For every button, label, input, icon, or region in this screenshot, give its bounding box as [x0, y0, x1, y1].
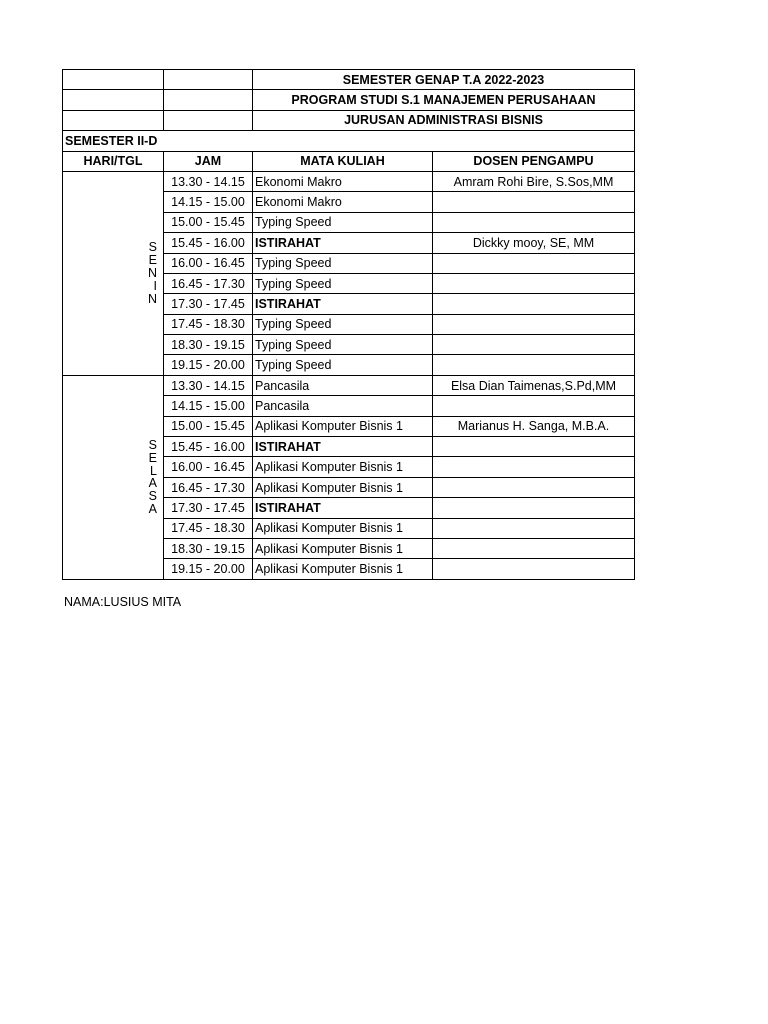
col-header-hari: HARI/TGL — [63, 151, 164, 171]
time-cell: 19.15 - 20.00 — [164, 559, 253, 579]
lecturer-cell — [433, 355, 635, 375]
course-cell: Aplikasi Komputer Bisnis 1 — [253, 457, 433, 477]
course-cell: Aplikasi Komputer Bisnis 1 — [253, 518, 433, 538]
lecturer-cell — [433, 498, 635, 518]
header-row-2 — [63, 90, 635, 110]
course-cell: Aplikasi Komputer Bisnis 1 — [253, 416, 433, 436]
lecturer-cell — [433, 457, 635, 477]
day-letter: N — [147, 291, 157, 306]
time-cell: 17.45 - 18.30 — [164, 518, 253, 538]
lecturer-cell: Marianus H. Sanga, M.B.A. — [433, 416, 635, 436]
day-letter: S — [148, 437, 157, 452]
lecturer-cell — [433, 314, 635, 334]
student-name: NAMA:LUSIUS MITA — [64, 595, 182, 609]
blank-cell — [63, 70, 164, 90]
header-row-1 — [63, 70, 635, 90]
time-cell: 14.15 - 15.00 — [164, 396, 253, 416]
column-header-row — [63, 151, 635, 171]
course-cell: Typing Speed — [253, 253, 433, 273]
blank-cell — [164, 110, 253, 130]
day-letter: S — [148, 489, 157, 504]
course-cell: Typing Speed — [253, 314, 433, 334]
semester-label-row — [63, 131, 635, 151]
col-header-mata-kuliah: MATA KULIAH — [253, 151, 433, 171]
time-cell: 15.00 - 15.45 — [164, 416, 253, 436]
semester-label: SEMESTER II-D — [63, 131, 635, 151]
day-cell — [63, 375, 164, 579]
schedule-row — [63, 375, 635, 395]
lecturer-cell — [433, 559, 635, 579]
course-cell: Typing Speed — [253, 212, 433, 232]
header-row-3 — [63, 110, 635, 130]
lecturer-cell — [433, 335, 635, 355]
lecturer-cell — [433, 538, 635, 558]
course-cell: Typing Speed — [253, 335, 433, 355]
col-header-dosen: DOSEN PENGAMPU — [433, 151, 635, 171]
lecturer-cell — [433, 273, 635, 293]
course-cell: Typing Speed — [253, 355, 433, 375]
lecturer-cell: Elsa Dian Taimenas,S.Pd,MM — [433, 375, 635, 395]
lecturer-cell — [433, 294, 635, 314]
day-letter: E — [148, 253, 157, 268]
day-letter: A — [148, 476, 157, 491]
blank-cell — [164, 70, 253, 90]
time-cell: 17.30 - 17.45 — [164, 294, 253, 314]
col-header-jam: JAM — [164, 151, 253, 171]
day-letter: I — [153, 278, 157, 293]
blank-cell — [164, 90, 253, 110]
schedule-row — [63, 171, 635, 191]
course-cell: ISTIRAHAT — [253, 294, 433, 314]
time-cell: 17.45 - 18.30 — [164, 314, 253, 334]
lecturer-cell — [433, 192, 635, 212]
lecturer-cell: Dickky mooy, SE, MM — [433, 233, 635, 253]
semester-title: SEMESTER GENAP T.A 2022-2023 — [253, 70, 635, 90]
lecturer-cell: Amram Rohi Bire, S.Sos,MM — [433, 171, 635, 191]
lecturer-cell — [433, 396, 635, 416]
time-cell: 18.30 - 19.15 — [164, 538, 253, 558]
time-cell: 16.00 - 16.45 — [164, 253, 253, 273]
day-letter: A — [148, 501, 157, 516]
day-letter: S — [148, 240, 157, 255]
time-cell: 16.45 - 17.30 — [164, 273, 253, 293]
day-letter: E — [148, 450, 157, 465]
day-cell — [63, 171, 164, 375]
time-cell: 13.30 - 14.15 — [164, 375, 253, 395]
course-cell: ISTIRAHAT — [253, 498, 433, 518]
time-cell: 19.15 - 20.00 — [164, 355, 253, 375]
lecturer-cell — [433, 253, 635, 273]
course-cell: Ekonomi Makro — [253, 192, 433, 212]
blank-cell — [63, 90, 164, 110]
time-cell: 16.00 - 16.45 — [164, 457, 253, 477]
lecturer-cell — [433, 437, 635, 457]
course-cell: Ekonomi Makro — [253, 171, 433, 191]
lecturer-cell — [433, 477, 635, 497]
schedule-sheet — [62, 69, 635, 580]
day-letter: N — [147, 266, 157, 280]
day-letter: L — [150, 463, 157, 478]
department-title: JURUSAN ADMINISTRASI BISNIS — [253, 110, 635, 130]
program-title: PROGRAM STUDI S.1 MANAJEMEN PERUSAHAAN — [253, 90, 635, 110]
schedule-body — [63, 70, 635, 580]
schedule-table — [62, 69, 635, 580]
course-cell: Aplikasi Komputer Bisnis 1 — [253, 477, 433, 497]
course-cell: ISTIRAHAT — [253, 233, 433, 253]
time-cell: 14.15 - 15.00 — [164, 192, 253, 212]
course-cell: Aplikasi Komputer Bisnis 1 — [253, 559, 433, 579]
time-cell: 17.30 - 17.45 — [164, 498, 253, 518]
course-cell: Pancasila — [253, 375, 433, 395]
course-cell: ISTIRAHAT — [253, 437, 433, 457]
blank-cell — [63, 110, 164, 130]
lecturer-cell — [433, 518, 635, 538]
time-cell: 15.00 - 15.45 — [164, 212, 253, 232]
time-cell: 15.45 - 16.00 — [164, 233, 253, 253]
lecturer-cell — [433, 212, 635, 232]
course-cell: Typing Speed — [253, 273, 433, 293]
time-cell: 18.30 - 19.15 — [164, 335, 253, 355]
course-cell: Aplikasi Komputer Bisnis 1 — [253, 538, 433, 558]
time-cell: 16.45 - 17.30 — [164, 477, 253, 497]
time-cell: 15.45 - 16.00 — [164, 437, 253, 457]
time-cell: 13.30 - 14.15 — [164, 171, 253, 191]
course-cell: Pancasila — [253, 396, 433, 416]
